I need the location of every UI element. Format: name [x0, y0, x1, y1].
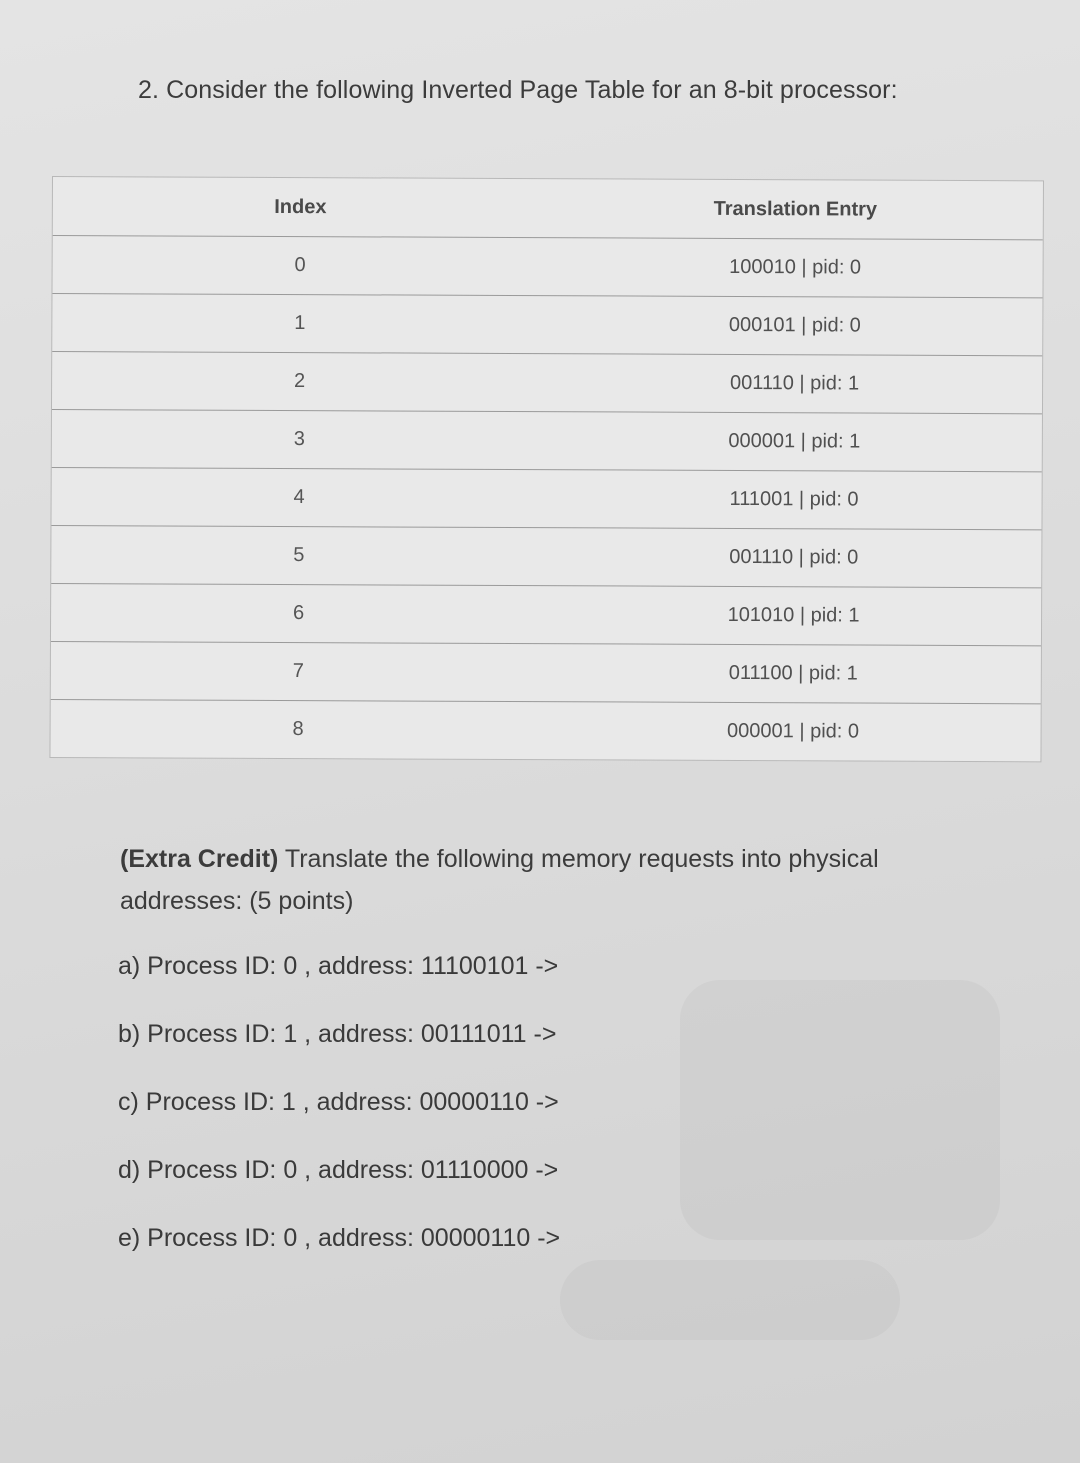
translation-entry-cell: 000001 | pid: 0 — [727, 719, 860, 743]
table-body — [50, 236, 1042, 761]
translation-entry-cell: 000001 | pid: 1 — [728, 429, 861, 453]
question-heading: 2. Consider the following Inverted Page Table for an 8-bit processor: — [138, 76, 898, 104]
memory-request-item: d) Process ID: 0 , address: 01110000 -> — [118, 1156, 559, 1184]
translation-entry-cell: 000101 | pid: 0 — [728, 313, 861, 337]
table-row — [50, 700, 1040, 761]
memory-request-item: e) Process ID: 0 , address: 00000110 -> — [118, 1224, 561, 1252]
index-cell: 4 — [293, 486, 305, 509]
index-header-label: Index — [274, 195, 327, 218]
table-row — [52, 236, 1042, 298]
table-row — [51, 642, 1041, 704]
entry-header — [548, 179, 1043, 239]
extra-credit-text: Translate the following memory requests into physical addresses: (5 points) — [120, 845, 879, 915]
index-cell: 2 — [293, 370, 306, 393]
index-header — [53, 177, 548, 237]
table-row — [51, 584, 1041, 646]
inverted-page-table — [49, 176, 1044, 762]
table-row — [51, 526, 1041, 588]
translation-entry-cell: 011100 | pid: 1 — [728, 661, 858, 685]
table-row — [51, 468, 1041, 530]
index-cell: 7 — [292, 660, 304, 683]
table-row — [52, 410, 1042, 472]
translation-entry-cell: 111001 | pid: 0 — [729, 487, 859, 511]
index-cell: 6 — [292, 602, 305, 625]
index-cell: 8 — [292, 718, 304, 741]
translation-entry-cell: 001110 | pid: 1 — [730, 371, 860, 395]
index-cell: 0 — [294, 254, 306, 277]
entry-header-label: Translation Entry — [713, 197, 878, 221]
translation-entry-cell: 100010 | pid: 0 — [729, 255, 862, 279]
table-row — [52, 352, 1042, 414]
memory-request-item: b) Process ID: 1 , address: 00111011 -> — [118, 1020, 557, 1048]
memory-requests-list — [118, 946, 818, 1286]
translation-entry-cell: 001110 | pid: 0 — [729, 545, 859, 569]
table-row — [52, 294, 1042, 356]
index-cell: 1 — [294, 312, 306, 335]
table-header — [53, 177, 1043, 240]
extra-credit-paragraph — [120, 838, 1000, 922]
extra-credit-label: (Extra Credit) — [120, 845, 279, 873]
translation-entry-cell: 101010 | pid: 1 — [727, 603, 860, 627]
index-cell: 5 — [293, 544, 305, 567]
memory-request-item: a) Process ID: 0 , address: 11100101 -> — [118, 952, 559, 980]
index-cell: 3 — [293, 428, 305, 451]
memory-request-item: c) Process ID: 1 , address: 00000110 -> — [118, 1088, 559, 1116]
